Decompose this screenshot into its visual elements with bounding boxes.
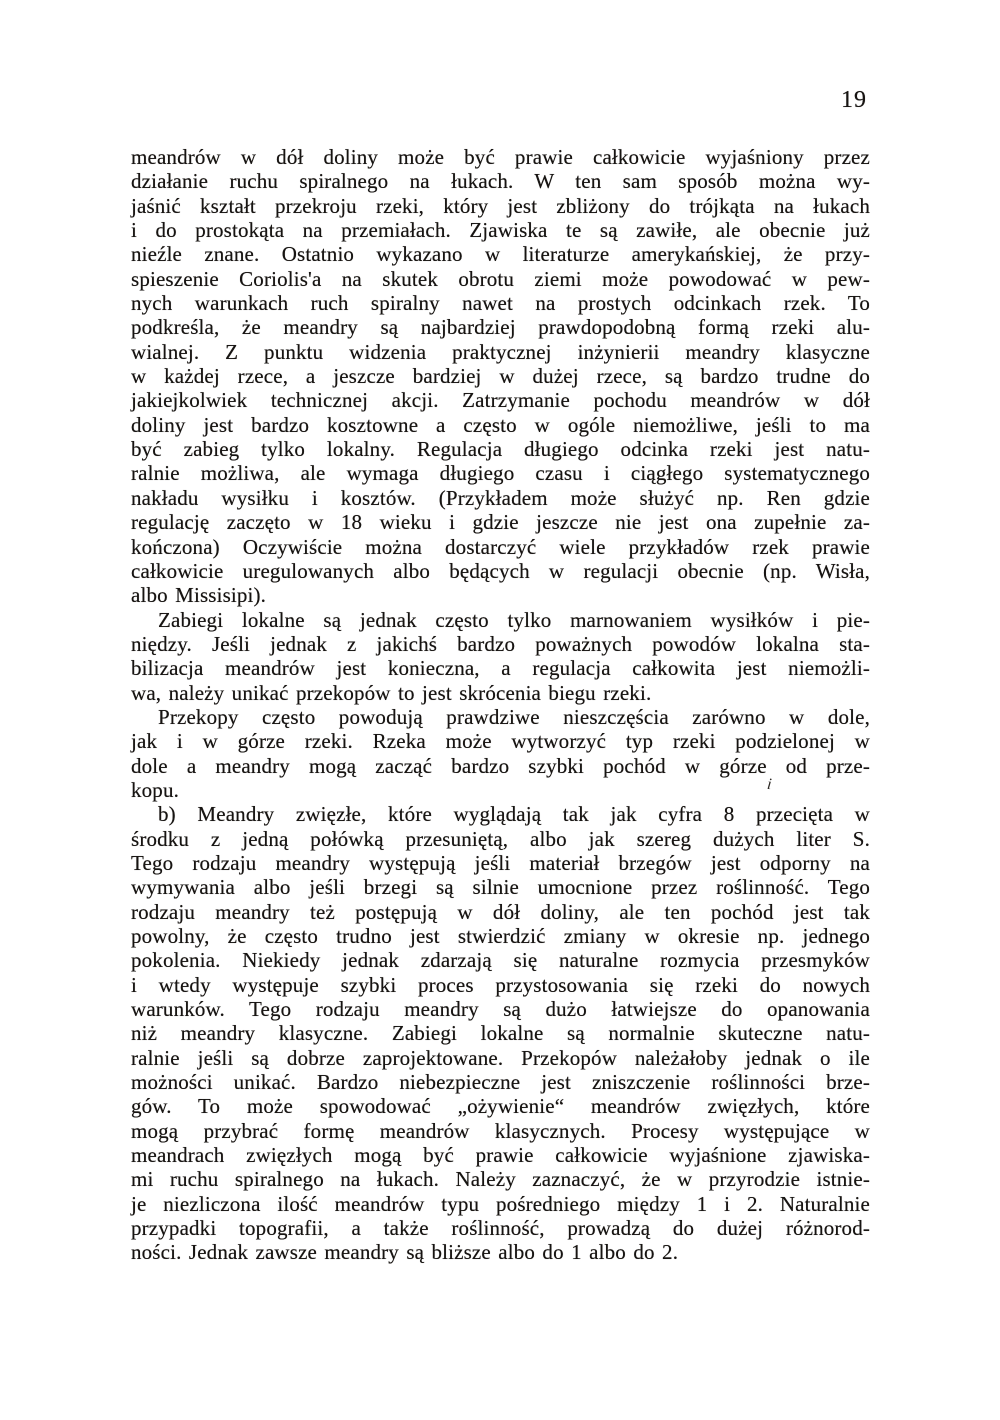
text-line: rodzaju meandry też postępują w dół doliny, ale ten pochód jest tak: [131, 899, 870, 924]
text-line: nakładu wysiłku i kosztów. (Przykładem może służyć np. Ren gdzie: [131, 485, 870, 510]
text-line: doliny jest bardzo kosztowne a często w ogóle niemożliwe, jeśli to ma: [131, 412, 870, 437]
text-line: wialnej. Z punktu widzenia praktycznej inżynierii meandry klasyczne: [131, 339, 870, 364]
text-line: niędzy. Jeśli jednak z jakichś bardzo poważnych powodów lokalna sta-: [131, 631, 870, 656]
text-line: ralnie możliwa, ale wymaga długiego czasu i ciągłego systematycznego: [131, 461, 870, 486]
text-line: jak i w górze rzeki. Rzeka może wytworzyć typ rzeki podzielonej w: [131, 729, 870, 754]
paragraph: [131, 145, 870, 608]
body-text: [131, 145, 870, 1265]
text-line: jakiejkolwiek technicznej akcji. Zatrzymanie pochodu meandrów w dół: [131, 388, 870, 413]
text-line: w każdej rzece, a jeszcze bardziej w dużej rzece, są bardzo trudne do: [131, 364, 870, 389]
paragraph: [131, 608, 870, 705]
text-line: warunków. Tego rodzaju meandry są dużo łatwiejsze do opanowania: [131, 997, 870, 1022]
text-line: Zabiegi lokalne są jednak często tylko marnowaniem wysiłków i pie-: [158, 607, 870, 632]
text-line: być zabieg tylko lokalny. Regulacja długiego odcinka rzeki jest natu-: [131, 437, 870, 462]
text-line: albo Missisipi).: [131, 583, 267, 608]
text-line: i do prostokąta na przemiałach. Zjawiska te są zawiłe, ale obecnie już: [131, 218, 870, 243]
text-line: gów. To może spowodować „ożywienie“ meandrów zwięzłych, które: [131, 1094, 870, 1119]
text-line: Przekopy często powodują prawdziwe nieszczęścia zarówno w dole,: [158, 704, 870, 729]
text-line: nieźle znane. Ostatnio wykazano w literaturze amerykańskiej, że przy-: [131, 242, 870, 267]
text-line: meandrów w dół doliny może być prawie całkowicie wyjaśniony przez: [131, 145, 870, 169]
text-line: b) Meandry zwięzłe, które wyglądają tak jak cyfra 8 przecięta w: [158, 802, 870, 827]
text-line: wa, należy unikać przekopów to jest skrócenia biegu rzeki.: [131, 680, 652, 705]
text-line: pokolenia. Niekiedy jednak zdarzają się naturalne rozmycia przesmyków: [131, 948, 870, 973]
text-line: wymywania albo jeśli brzegi są silnie umocnione przez roślinność. Tego: [131, 875, 870, 900]
text-line: ności. Jednak zawsze meandry są bliższe albo do 1 albo do 2.: [131, 1240, 679, 1265]
text-line: niż meandry klasyczne. Zabiegi lokalne są normalnie skuteczne natu-: [131, 1021, 870, 1046]
text-line: bilizacja meandrów jest konieczna, a regulacja całkowita jest niemożli-: [131, 656, 870, 681]
text-line: mogą przybrać formę meandrów klasycznych. Procesy występujące w: [131, 1118, 870, 1143]
text-line: jaśnić kształt przekroju rzeki, który jest zbliżony do trójkąta na łukach: [131, 193, 870, 218]
text-line: środku z jedną połówką przesuniętą, albo jak szereg dużych liter S.: [131, 826, 870, 851]
text-line: całkowicie uregulowanych albo będących w regulacji obecnie (np. Wisła,: [131, 558, 870, 583]
text-line: regulację zaczęto w 18 wieku i gdzie jeszcze nie jest ona zupełnie za-: [131, 510, 870, 535]
text-line: mi ruchu spiralnego na łukach. Należy zaznaczyć, że w przyrodzie istnie-: [131, 1167, 870, 1192]
text-line: działanie ruchu spiralnego na łukach. W ten sam sposób można wy-: [131, 169, 870, 194]
text-line: kopu.: [131, 777, 179, 802]
text-line: ralnie jeśli są dobrze zaprojektowane. Przekopów należałoby jednak o ile: [131, 1045, 870, 1070]
text-line: spieszenie Coriolis'a na skutek obrotu ziemi może powodować w pew-: [131, 266, 870, 291]
text-line: nych warunkach ruch spiralny nawet na prostych odcinkach rzek. To: [131, 291, 870, 316]
text-line: meandrach zwięzłych mogą być prawie całkowicie wyjaśnione zjawiska-: [131, 1143, 870, 1168]
page-number: 19: [841, 87, 867, 113]
paragraph: [131, 802, 870, 1265]
text-line: możności unikać. Bardzo niebezpieczne jest zniszczenie roślinności brze-: [131, 1070, 870, 1095]
text-line: powolny, że często trudno jest stwierdzić zmiany w okresie np. jednego: [131, 924, 870, 948]
text-line: przypadki topografii, a także roślinność, prowadzą do dużej różnorod-: [131, 1216, 870, 1241]
ink-speck: i: [766, 775, 773, 794]
text-line: Tego rodzaju meandry występują jeśli materiał brzegów jest odporny na: [131, 850, 870, 875]
text-line: kończona) Oczywiście można dostarczyć wiele przykładów rzek prawie: [131, 534, 870, 559]
text-line: dole a meandry mogą zacząć bardzo szybki pochód w górze od prze-: [131, 753, 870, 778]
paragraph: [131, 705, 870, 802]
text-line: je niezliczona ilość meandrów typu pośredniego między 1 i 2. Naturalnie: [131, 1191, 870, 1216]
text-line: podkreśla, że meandry są najbardziej prawdopodobną formą rzeki alu-: [131, 315, 870, 340]
text-line: i wtedy występuje szybki proces przystosowania się rzeki do nowych: [131, 972, 870, 997]
